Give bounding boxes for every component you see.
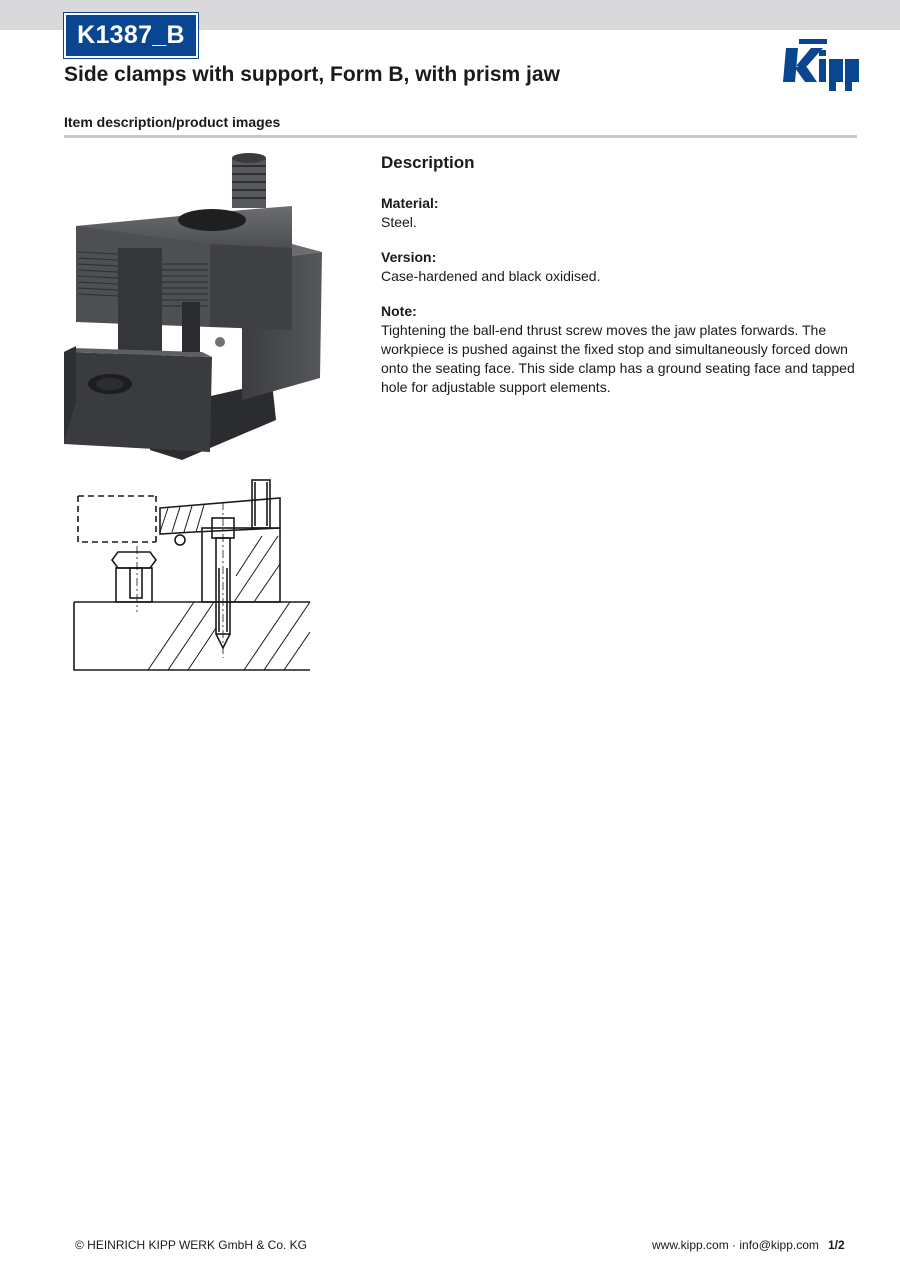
section-heading: Item description/product images	[64, 114, 281, 130]
note-label: Note:	[381, 303, 417, 319]
section-divider	[64, 135, 857, 138]
page-title: Side clamps with support, Form B, with prism jaw	[64, 63, 560, 86]
material-block	[381, 194, 857, 232]
note-block	[381, 302, 857, 397]
footer-copyright: © HEINRICH KIPP WERK GmbH & Co. KG	[75, 1238, 307, 1252]
material-text: Steel.	[381, 214, 417, 230]
version-block	[381, 248, 857, 286]
note-text: Tightening the ball-end thrust screw moves the jaw plates forwards. The workpiece is pushed against the fixed stop and simultaneously forced down onto the seating face. This side clamp has a ground seating face and tapped hole for adjustable support elements.	[381, 322, 855, 395]
description-panel	[381, 153, 857, 413]
description-title: Description	[381, 153, 475, 172]
material-label: Material:	[381, 195, 439, 211]
technical-drawing-image	[64, 472, 322, 678]
product-photo-image	[62, 152, 324, 464]
version-text: Case-hardened and black oxidised.	[381, 268, 601, 284]
page-number: 1/2	[828, 1238, 845, 1252]
item-code-badge: K1387_B	[64, 13, 198, 58]
footer-contact[interactable]: www.kipp.com · info@kipp.com	[652, 1238, 819, 1252]
version-label: Version:	[381, 249, 437, 265]
kipp-logo	[783, 38, 859, 92]
